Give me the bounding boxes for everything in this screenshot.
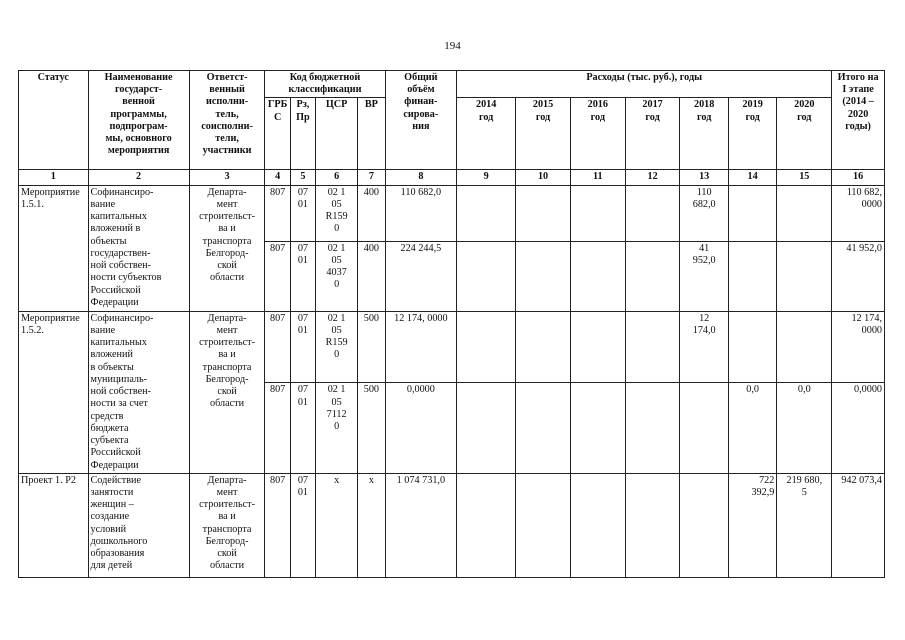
year-2016-cell (570, 241, 625, 311)
total-cell: 0,0000 (385, 383, 457, 473)
year-2019-cell (728, 311, 776, 383)
csr-cell: х (316, 473, 358, 577)
year-2014-cell (457, 241, 516, 311)
table-row (19, 473, 885, 577)
header-stage-total: Итого на I этапе (2014 – 2020 годы) (832, 71, 885, 170)
year-2019-cell: 0,0 (728, 383, 776, 473)
header-status: Статус (19, 71, 89, 170)
grbs-cell: 807 (265, 473, 290, 577)
year-2016-cell (570, 185, 625, 241)
year-2016-cell (570, 311, 625, 383)
column-number: 3 (189, 170, 265, 185)
year-2014-cell (457, 185, 516, 241)
year-2016-cell (570, 383, 625, 473)
header-grbs: ГРБ С (265, 98, 290, 170)
stage-total-cell: 12 174, 0000 (832, 311, 885, 383)
header-program: Наименование государст- венной программы, подпрограм- мы, основного мероприятия (88, 71, 189, 170)
vr-cell: 500 (358, 383, 385, 473)
total-cell: 110 682,0 (385, 185, 457, 241)
vr-cell: 500 (358, 311, 385, 383)
vr-cell: 400 (358, 241, 385, 311)
column-number-row (19, 170, 885, 185)
column-number: 12 (625, 170, 680, 185)
year-2018-cell: 12 174,0 (680, 311, 728, 383)
table-row (19, 185, 885, 241)
year-2020-cell (777, 185, 832, 241)
rzpr-cell: 07 01 (290, 241, 315, 311)
grbs-cell: 807 (265, 185, 290, 241)
table-body (19, 185, 885, 577)
year-2020-cell (777, 311, 832, 383)
column-number: 14 (728, 170, 776, 185)
header-responsible: Ответст- венный исполни- тель, соисполни- тели, участники (189, 71, 265, 170)
header-rzpr: Рз, Пр (290, 98, 315, 170)
total-cell: 12 174, 0000 (385, 311, 457, 383)
header-csr: ЦСР (316, 98, 358, 170)
column-number: 9 (457, 170, 516, 185)
year-2015-cell (516, 241, 571, 311)
column-number: 6 (316, 170, 358, 185)
stage-total-cell: 110 682, 0000 (832, 185, 885, 241)
year-2014-cell (457, 473, 516, 577)
page-number: 194 (444, 40, 461, 52)
program-name-cell: Софинансиро- вание капитальных вложений в объекты муниципаль- ной собствен- ности за счет средств бюджета субъекта Российской Федерации (88, 311, 189, 473)
year-2015-cell (516, 473, 571, 577)
program-name-cell: Содействие занятости женщин – создание условий дошкольного образования для детей (88, 473, 189, 577)
csr-cell: 02 1 05 R159 0 (316, 311, 358, 383)
stage-total-cell: 0,0000 (832, 383, 885, 473)
year-2020-cell: 219 680, 5 (777, 473, 832, 577)
year-2018-cell (680, 473, 728, 577)
program-name-cell: Софинансиро- вание капитальных вложений в объекты государствен- ной собствен- ности субъектов Российской Федерации (88, 185, 189, 311)
budget-table (18, 70, 885, 578)
year-2017-cell (625, 185, 680, 241)
grbs-cell: 807 (265, 383, 290, 473)
year-2017-cell (625, 311, 680, 383)
column-number: 11 (570, 170, 625, 185)
year-2014-cell (457, 383, 516, 473)
year-2018-cell: 110 682,0 (680, 185, 728, 241)
table-header (19, 71, 885, 186)
column-number: 7 (358, 170, 385, 185)
column-number: 4 (265, 170, 290, 185)
rzpr-cell: 07 01 (290, 311, 315, 383)
header-expenses: Расходы (тыс. руб.), годы (457, 71, 832, 98)
header-vr: ВР (358, 98, 385, 170)
responsible-cell: Департа- мент строительст- ва и транспорта Белгород- ской области (189, 185, 265, 311)
stage-total-cell: 942 073,4 (832, 473, 885, 577)
stage-total-cell: 41 952,0 (832, 241, 885, 311)
status-cell: Мероприятие 1.5.2. (19, 311, 89, 473)
vr-cell: х (358, 473, 385, 577)
vr-cell: 400 (358, 185, 385, 241)
column-number: 13 (680, 170, 728, 185)
year-2019-cell (728, 185, 776, 241)
responsible-cell: Департа- мент строительст- ва и транспорта Белгород- ской области (189, 473, 265, 577)
table-row (19, 311, 885, 383)
year-2018-cell (680, 383, 728, 473)
rzpr-cell: 07 01 (290, 473, 315, 577)
year-2017-cell (625, 473, 680, 577)
year-2019-cell (728, 241, 776, 311)
grbs-cell: 807 (265, 241, 290, 311)
year-2018-cell: 41 952,0 (680, 241, 728, 311)
rzpr-cell: 07 01 (290, 185, 315, 241)
column-number: 15 (777, 170, 832, 185)
csr-cell: 02 1 05 R159 0 (316, 185, 358, 241)
rzpr-cell: 07 01 (290, 383, 315, 473)
header-budget-code: Код бюджетной классификации (265, 71, 385, 98)
header-row-1 (19, 71, 885, 98)
csr-cell: 02 1 05 4037 0 (316, 241, 358, 311)
header-year-2014: 2014 год (457, 98, 516, 170)
header-year-2015: 2015 год (516, 98, 571, 170)
column-number: 2 (88, 170, 189, 185)
responsible-cell: Департа- мент строительст- ва и транспорта Белгород- ской области (189, 311, 265, 473)
year-2017-cell (625, 383, 680, 473)
grbs-cell: 807 (265, 311, 290, 383)
year-2014-cell (457, 311, 516, 383)
year-2015-cell (516, 311, 571, 383)
status-cell: Проект 1. Р2 (19, 473, 89, 577)
column-number: 1 (19, 170, 89, 185)
year-2017-cell (625, 241, 680, 311)
header-year-2019: 2019 год (728, 98, 776, 170)
year-2015-cell (516, 383, 571, 473)
total-cell: 224 244,5 (385, 241, 457, 311)
column-number: 5 (290, 170, 315, 185)
year-2020-cell (777, 241, 832, 311)
total-cell: 1 074 731,0 (385, 473, 457, 577)
status-cell: Мероприятие 1.5.1. (19, 185, 89, 311)
csr-cell: 02 1 05 7112 0 (316, 383, 358, 473)
year-2016-cell (570, 473, 625, 577)
header-total-volume: Общий объём финан- сирова- ния (385, 71, 457, 170)
column-number: 8 (385, 170, 457, 185)
header-year-2016: 2016 год (570, 98, 625, 170)
year-2019-cell: 722 392,9 (728, 473, 776, 577)
header-year-2017: 2017 год (625, 98, 680, 170)
column-number: 16 (832, 170, 885, 185)
header-year-2018: 2018 год (680, 98, 728, 170)
header-year-2020: 2020 год (777, 98, 832, 170)
year-2015-cell (516, 185, 571, 241)
column-number: 10 (516, 170, 571, 185)
year-2020-cell: 0,0 (777, 383, 832, 473)
